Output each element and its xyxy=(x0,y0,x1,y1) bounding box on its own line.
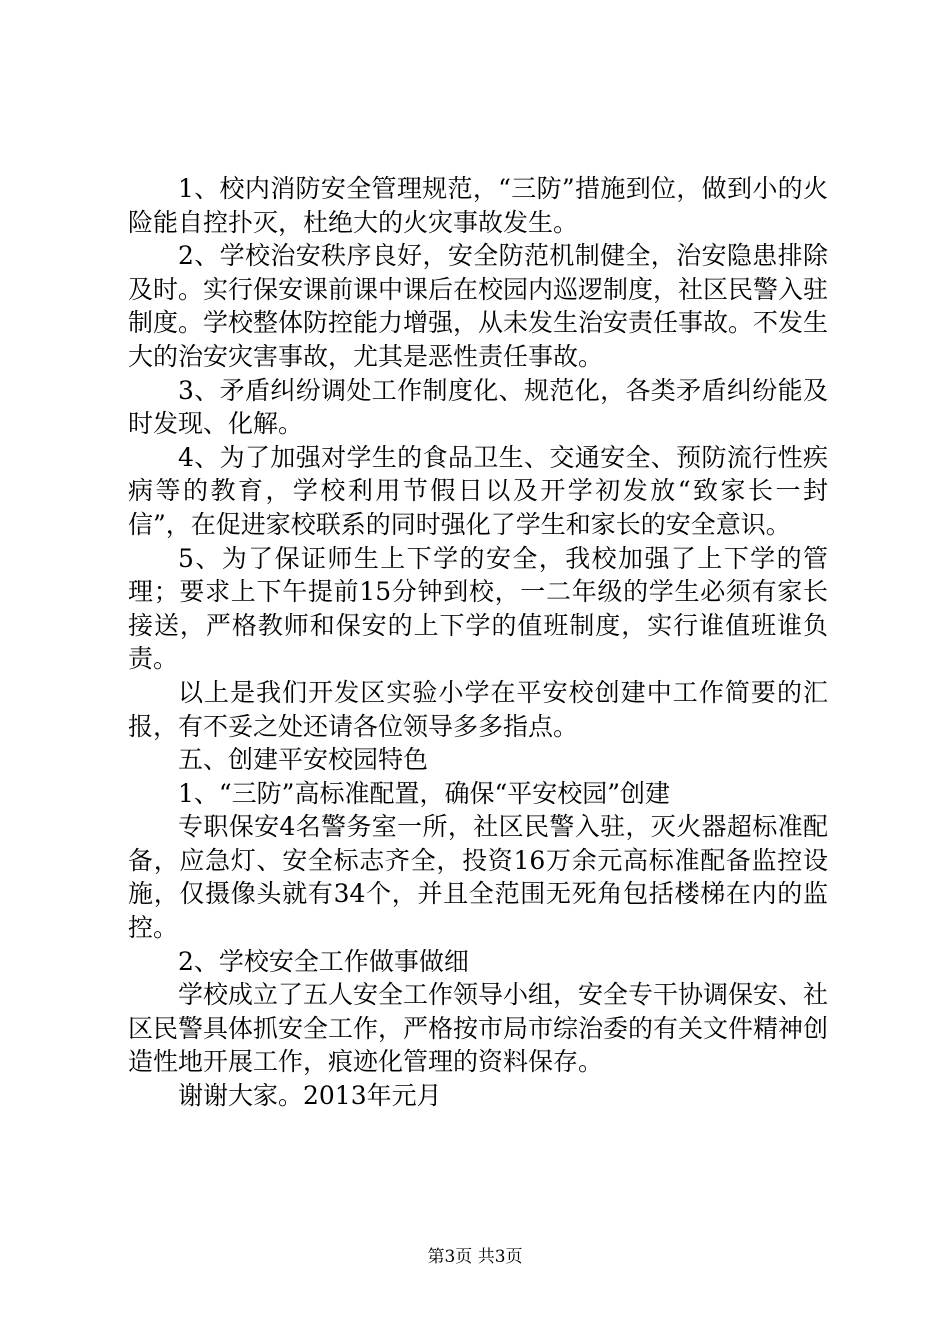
document-body xyxy=(128,172,828,1113)
subheading-three-defenses: 1、“三防”高标准配置，确保“平安校园”创建 xyxy=(178,778,671,808)
subheading-detailed-work: 2、学校安全工作做事做细 xyxy=(178,946,469,976)
paragraph-commute-safety: 5、为了保证师生上下学的安全，我校加强了上下学的管理；要求上下午提前15分钟到校，一二年级的学生必须有家长接送，严格教师和保安的上下学的值班制度，实行谁值班谁负责。 xyxy=(128,543,828,674)
paragraph-public-order: 2、学校治安秩序良好，安全防范机制健全，治安隐患排除及时。实行保安课前课中课后在校园内巡逻制度，社区民警入驻制度。学校整体防控能力增强，从未发生治安责任事故。不发生大的治安灾害事故，尤其是恶性责任事故。 xyxy=(128,241,829,371)
paragraph-security-equipment: 专职保安4名警务室一所，社区民警入驻，灭火器超标准配备，应急灯、安全标志齐全，投资16万余元高标准配备监控设施，仅摄像头就有34个，并且全范围无死角包括楼梯在内的监控。 xyxy=(128,812,828,943)
section-heading-features: 五、创建平安校园特色 xyxy=(178,745,429,775)
page-number-footer: 第3页 共3页 xyxy=(427,1247,523,1267)
paragraph-dispute-mediation: 3、矛盾纠纷调处工作制度化、规范化，各类矛盾纠纷能及时发现、化解。 xyxy=(128,375,828,439)
paragraph-leadership-group: 学校成立了五人安全工作领导小组，安全专干协调保安、社区民警具体抓安全工作，严格按市局市综治委的有关文件精神创造性地开展工作，痕迹化管理的资料保存。 xyxy=(128,980,829,1077)
paragraph-safety-education: 4、为了加强对学生的食品卫生、交通安全、预防流行性疾病等的教育，学校利用节假日以及开学初发放“致家长一封信”，在促进家校联系的同时强化了学生和家长的安全意识。 xyxy=(128,442,828,539)
paragraph-fire-safety: 1、校内消防安全管理规范，“三防”措施到位，做到小的火险能自控扑灭，杜绝大的火灾事故发生。 xyxy=(128,174,828,237)
paragraph-summary: 以上是我们开发区实验小学在平安校创建中工作简要的汇报，有不妥之处还请各位领导多多指点。 xyxy=(128,677,828,741)
paragraph-closing: 谢谢大家。2013年元月 xyxy=(178,1081,442,1111)
